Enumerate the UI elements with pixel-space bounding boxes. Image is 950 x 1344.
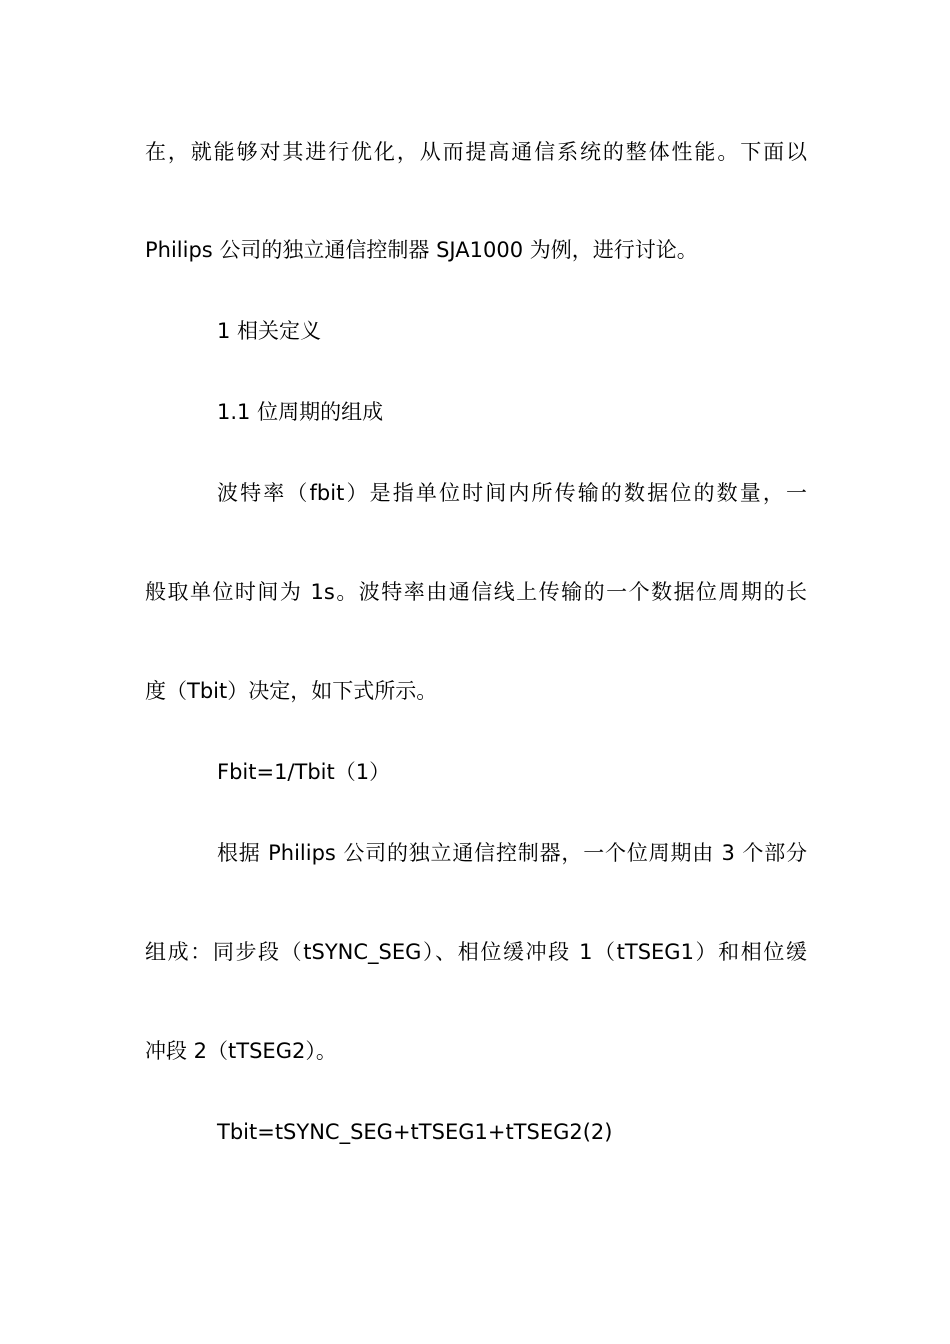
body-text-line: 组成：同步段（tSYNC_SEG）、相位缓冲段 1（tTSEG1）和相位缓 (145, 940, 807, 964)
formula-line: Tbit=tSYNC_SEG+tTSEG1+tTSEG2(2) (217, 1120, 613, 1144)
body-text-line: 根据 Philips 公司的独立通信控制器，一个位周期由 3 个部分 (217, 841, 807, 865)
subsection-heading: 1.1 位周期的组成 (217, 400, 384, 424)
section-heading: 1 相关定义 (217, 319, 322, 343)
body-text-line: 般取单位时间为 1s。波特率由通信线上传输的一个数据位周期的长 (145, 580, 807, 604)
body-text-line: 在，就能够对其进行优化，从而提高通信系统的整体性能。下面以 (145, 140, 807, 164)
formula-line: Fbit=1/Tbit（1） (217, 760, 391, 784)
body-text-line: Philips 公司的独立通信控制器 SJA1000 为例，进行讨论。 (145, 238, 698, 262)
body-text-line: 波特率（fbit）是指单位时间内所传输的数据位的数量，一 (217, 481, 807, 505)
body-text-line: 冲段 2（tTSEG2）。 (145, 1039, 337, 1063)
body-text-line: 度（Tbit）决定，如下式所示。 (145, 679, 438, 703)
